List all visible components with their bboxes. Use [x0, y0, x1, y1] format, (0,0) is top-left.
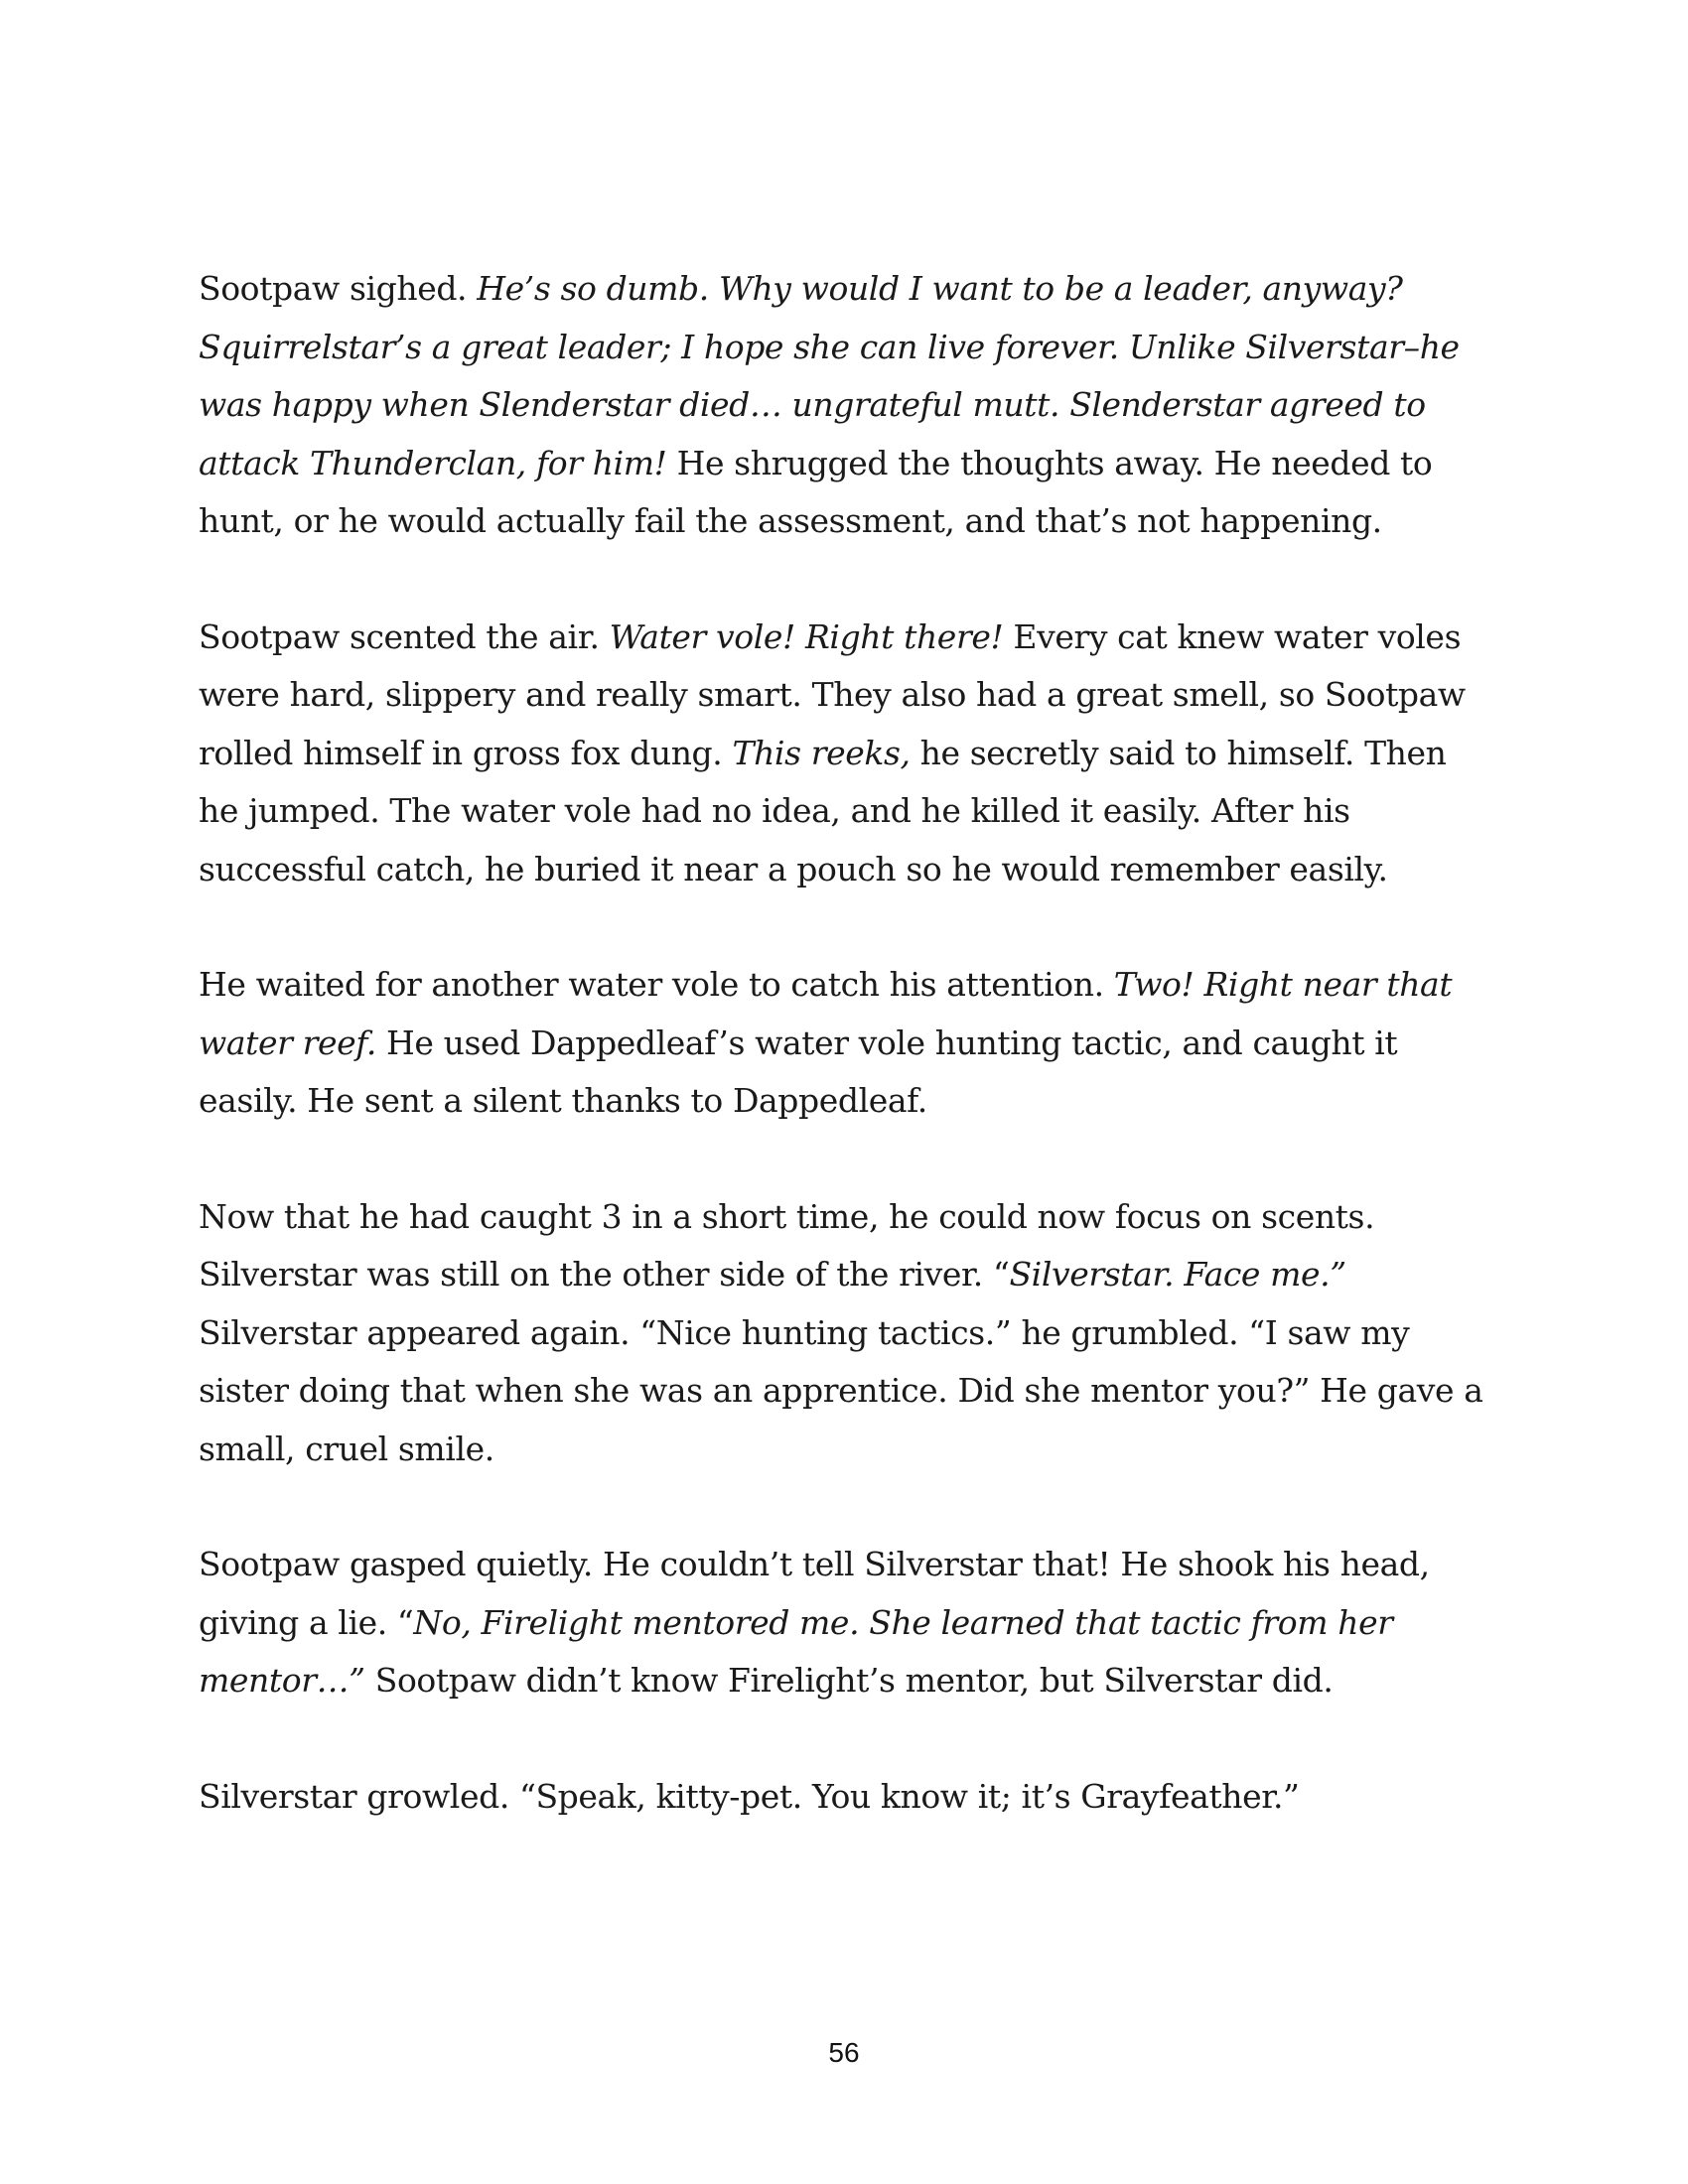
italic-thought: Two! Right near that water reef. — [199, 965, 1453, 1062]
page-number: 56 — [828, 2037, 860, 2068]
text-segment: He shrugged the thoughts away. He needed to hunt, or he would actually fail the assessment, and that’s not happening. — [199, 443, 1433, 540]
italic-thought: He’s so dumb. Why would I want to be a leader, anyway? Squirrelstar’s a great leader; I hope she can live forever. Unlike Silverstar–he was happy when Slenderstar died… ungrateful mutt. Slenderstar agreed to attack Thunderclan, for him! — [199, 269, 1460, 482]
paragraph-2 — [199, 609, 1489, 899]
text-segment: Sootpaw scented the air. — [199, 616, 610, 656]
paragraph-3 — [199, 956, 1489, 1131]
text-segment: Silverstar appeared again. “Nice hunting tactics.” he grumbled. “I saw my sister doing that when she was an apprentice. Did she mentor you?” He gave a small, cruel smile. — [199, 1312, 1483, 1468]
text-segment: Now that he had caught 3 in a short time, he could now focus on scents. Silverstar was still on the other side of the river. “ — [199, 1196, 1375, 1294]
italic-dialogue: No, Firelight mentored me. She learned that tactic from her mentor…” — [199, 1602, 1393, 1700]
text-segment: Silverstar growled. “Speak, kitty-pet. You know it; it’s Grayfeather.” — [199, 1776, 1300, 1816]
paragraph-6 — [199, 1768, 1489, 1827]
text-segment: Every cat knew water voles were hard, slippery and really smart. They also had a great smell, so Sootpaw rolled himself in gross fox dung. — [199, 616, 1466, 772]
italic-thought: This reeks, — [732, 733, 911, 772]
italic-thought: Water vole! Right there! — [609, 616, 1004, 656]
text-segment: he secretly said to himself. Then he jumped. The water vole had no idea, and he killed it easily. After his successful catch, he buried it near a pouch so he would remember easily. — [199, 733, 1447, 888]
italic-dialogue: Silverstar. Face me.” — [1009, 1255, 1346, 1294]
story-text — [199, 260, 1489, 1826]
text-segment: He used Dappedleaf’s water vole hunting tactic, and caught it easily. He sent a silent thanks to Dappedleaf. — [199, 1023, 1398, 1120]
text-segment: Sootpaw sighed. — [199, 269, 478, 308]
paragraph-5 — [199, 1536, 1489, 1710]
text-segment: He waited for another water vole to catch his attention. — [199, 965, 1114, 1004]
paragraph-1 — [199, 260, 1489, 551]
text-segment: Sootpaw gasped quietly. He couldn’t tell Silverstar that! He shook his head, giving a lie. “ — [199, 1545, 1430, 1642]
paragraph-4 — [199, 1188, 1489, 1479]
text-segment: Sootpaw didn’t know Firelight’s mentor, but Silverstar did. — [364, 1661, 1334, 1700]
